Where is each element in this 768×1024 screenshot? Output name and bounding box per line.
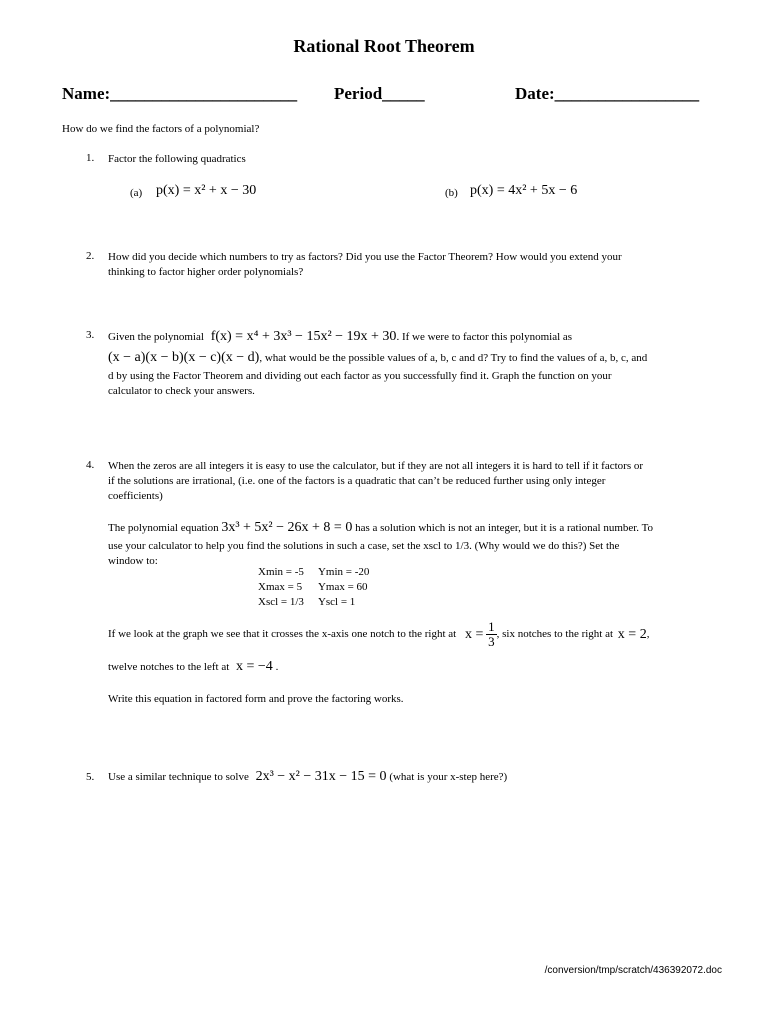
question-4-para-line-3: window to: — [108, 555, 158, 567]
comma: , — [646, 628, 650, 640]
question-2-text — [108, 250, 728, 280]
x-equals-minus-four: x = −4 — [236, 659, 273, 674]
graph-description-mid: , six notches to the right at — [496, 628, 614, 640]
x-equals-two: x = 2 — [617, 627, 647, 642]
question-4-line-3: coefficients) — [108, 490, 163, 502]
window-settings-table — [258, 565, 383, 610]
date-field-label: Date:_________________ — [515, 84, 700, 103]
part-b-label: (b) — [445, 187, 458, 199]
question-4-line-1: When the zeros are all integers it is easy to use the calculator, but if they are not all integers it is hard to tell if it factors or — [108, 460, 644, 472]
x-equals-label: x = — [464, 627, 484, 642]
question-5-pre: Use a similar technique to solve — [108, 771, 249, 783]
part-a-label: (a) — [130, 187, 143, 199]
window-yscl: Yscl = 1 — [317, 596, 356, 608]
name-field-label: Name:______________________ — [62, 84, 298, 103]
polynomial-equation: 3x³ + 5x² − 26x + 8 = 0 — [221, 520, 353, 535]
fraction-numerator: 1 — [488, 619, 495, 634]
period-mark: . — [272, 661, 279, 673]
part-b-expression: p(x) = 4x² + 5x − 6 — [470, 183, 578, 198]
graph-description-line-2-pre: twelve notches to the left at — [108, 661, 230, 673]
question-3-post: . If we were to factor this polynomial as — [396, 331, 573, 343]
question-3-line-3: d by using the Factor Theorem and dividing out each factor as you successfully find it. Graph the function on your — [108, 370, 612, 382]
window-xmax: Xmax = 5 — [258, 581, 303, 593]
question-5-line — [108, 769, 507, 785]
question-4-line-2: if the solutions are irrational, (i.e. one of the factors is a quadratic that can’t be reduced further using only integer — [108, 475, 606, 487]
question-5-number: 5. — [86, 771, 95, 783]
period-field-label: Period_____ — [334, 84, 425, 103]
question-3-line-2-text: , what would be the possible values of a, b, c and d? Try to find the values of a, b, c, and — [259, 352, 648, 364]
question-4-number: 4. — [86, 459, 95, 471]
window-xscl: Xscl = 1/3 — [258, 596, 304, 608]
window-ymax: Ymax = 60 — [317, 581, 368, 593]
question-3-factored-form: (x − a)(x − b)(x − c)(x − d) — [108, 350, 260, 365]
one-third-fraction — [486, 620, 497, 649]
part-a-expression: p(x) = x² + x − 30 — [156, 183, 257, 198]
write-factored-form-instruction: Write this equation in factored form and prove the factoring works. — [108, 693, 404, 705]
window-ymin: Ymin = -20 — [317, 566, 370, 578]
question-3-number: 3. — [86, 329, 95, 341]
polynomial-equation-pre: The polynomial equation — [108, 522, 219, 534]
polynomial-equation-post: has a solution which is not an integer, but it is a rational number. To — [352, 522, 654, 534]
question-3-line-2 — [108, 350, 647, 366]
footer-file-path: /conversion/tmp/scratch/436392072.doc — [544, 965, 722, 976]
fraction-denominator: 3 — [488, 634, 495, 649]
graph-description-line-2 — [108, 659, 278, 675]
question-2-line-1: How did you decide which numbers to try as factors? Did you use the Factor Theorem? How would you extend your — [108, 251, 622, 263]
graph-description-line-1 — [108, 620, 649, 649]
question-5-post: (what is your x-step here?) — [389, 771, 508, 783]
question-1-number: 1. — [86, 152, 95, 164]
question-3-pre: Given the polynomial — [108, 331, 204, 343]
question-2-line-2: thinking to factor higher order polynomials? — [108, 266, 304, 278]
window-xmin: Xmin = -5 — [258, 566, 304, 578]
polynomial-equation-line — [108, 520, 653, 536]
question-5-equation: 2x³ − x² − 31x − 15 = 0 — [255, 769, 387, 784]
question-4-para-line-2: use your calculator to help you find the solutions in such a case, set the xscl to 1/3. (Why would we do this?) Set the — [108, 540, 620, 552]
graph-description-pre: If we look at the graph we see that it crosses the x-axis one notch to the right at — [108, 628, 457, 640]
question-3-line-4: calculator to check your answers. — [108, 385, 255, 397]
question-2-number: 2. — [86, 250, 95, 262]
intro-question: How do we find the factors of a polynomial? — [62, 123, 260, 135]
question-3-polynomial: f(x) = x⁴ + 3x³ − 15x² − 19x + 30 — [210, 329, 397, 344]
question-1-text: Factor the following quadratics — [108, 153, 246, 165]
question-3-line-1 — [108, 329, 572, 345]
page-title: Rational Root Theorem — [293, 36, 475, 56]
